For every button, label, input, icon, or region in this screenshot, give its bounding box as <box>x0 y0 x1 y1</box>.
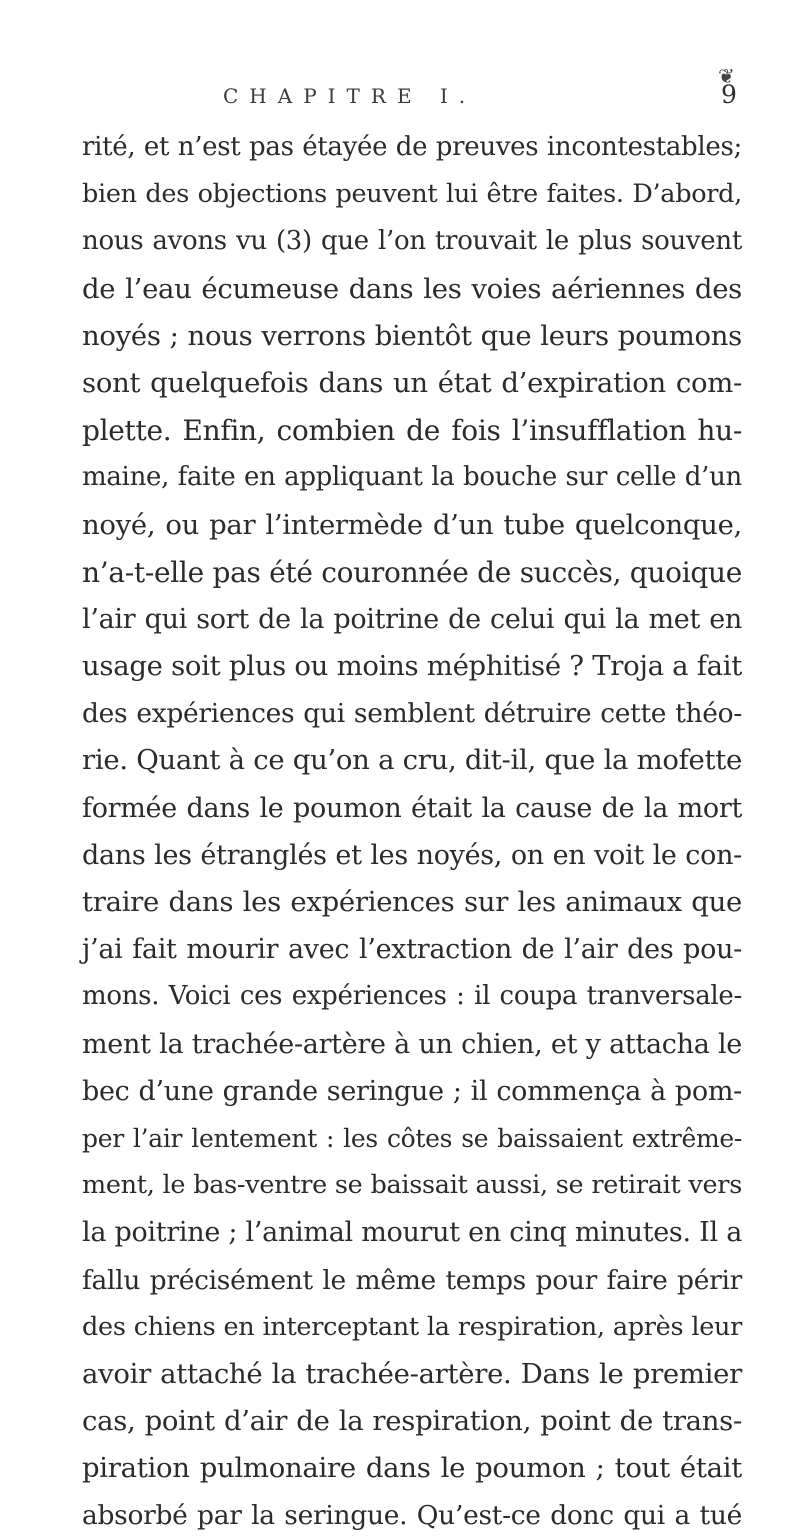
text-line: rie. Quant à ce qu’on a cru, dit-il, que la mofette <box>82 744 742 777</box>
text-line: usage soit plus ou moins méphitisé ? Troja a fait <box>82 650 742 683</box>
text-line: noyés ; nous verrons bientôt que leurs poumons <box>82 319 742 352</box>
text-line: noyé, ou par l’intermède d’un tube quelconque, <box>82 508 742 541</box>
text-line: bec d’une grande seringue ; il commença à pom- <box>82 1075 742 1107</box>
text-line: bien des objections peuvent lui être faites. D’abord, <box>82 179 742 210</box>
text-line: cas, point d’air de la respiration, point de trans- <box>82 1405 742 1438</box>
running-head: CHAPITRE I. <box>223 84 477 108</box>
text-line: per l’air lentement : les côtes se baissaient extrême- <box>82 1123 742 1153</box>
printer-ornament: ❦ <box>718 64 735 88</box>
text-line: mons. Voici ces expériences : il coupa tranversale- <box>82 981 742 1012</box>
text-line: nous avons vu (3) que l’on trouvait le plus souvent <box>82 226 742 257</box>
text-line: avoir attaché la trachée-artère. Dans le premier <box>82 1357 742 1390</box>
text-line: la poitrine ; l’animal mourut en cinq minutes. Il a <box>82 1217 742 1249</box>
page-number: 9 <box>721 80 737 109</box>
text-line: piration pulmonaire dans le poumon ; tout était <box>82 1452 742 1485</box>
text-line: traire dans les expériences sur les animaux que <box>82 886 742 918</box>
text-line: ment la trachée-artère à un chien, et y attacha le <box>82 1028 742 1060</box>
body-text <box>82 124 742 1540</box>
text-line: fallu précisément le même temps pour faire périr <box>82 1264 742 1296</box>
text-line: j’ai fait mourir avec l’extraction de l’air des pou- <box>82 934 742 966</box>
text-line: de l’eau écumeuse dans les voies aériennes des <box>82 272 742 305</box>
text-line: rité, et n’est pas étayée de preuves incontestables; <box>82 132 742 162</box>
text-line: maine, faite en appliquant la bouche sur celle d’un <box>82 462 742 493</box>
text-line: formée dans le poumon était la cause de la mort <box>82 792 742 824</box>
text-line: sont quelquefois dans un état d’expiration com- <box>82 366 742 399</box>
text-line: des chiens en interceptant la respiration, après leur <box>82 1311 742 1342</box>
text-line: ment, le bas-ventre se baissait aussi, se retirait vers <box>82 1170 742 1201</box>
text-line: absorbé par la seringue. Qu’est-ce donc qui a tué <box>82 1500 742 1532</box>
text-line: n’a-t-elle pas été couronnée de succès, quoique <box>82 555 742 589</box>
text-line: dans les étranglés et les noyés, on en voit le con- <box>82 839 742 871</box>
text-line: plette. Enfin, combien de fois l’insufflation hu- <box>82 414 742 448</box>
text-line: l’air qui sort de la poitrine de celui qui la met en <box>82 603 742 635</box>
text-line: des expériences qui semblent détruire cette théo- <box>82 698 742 730</box>
